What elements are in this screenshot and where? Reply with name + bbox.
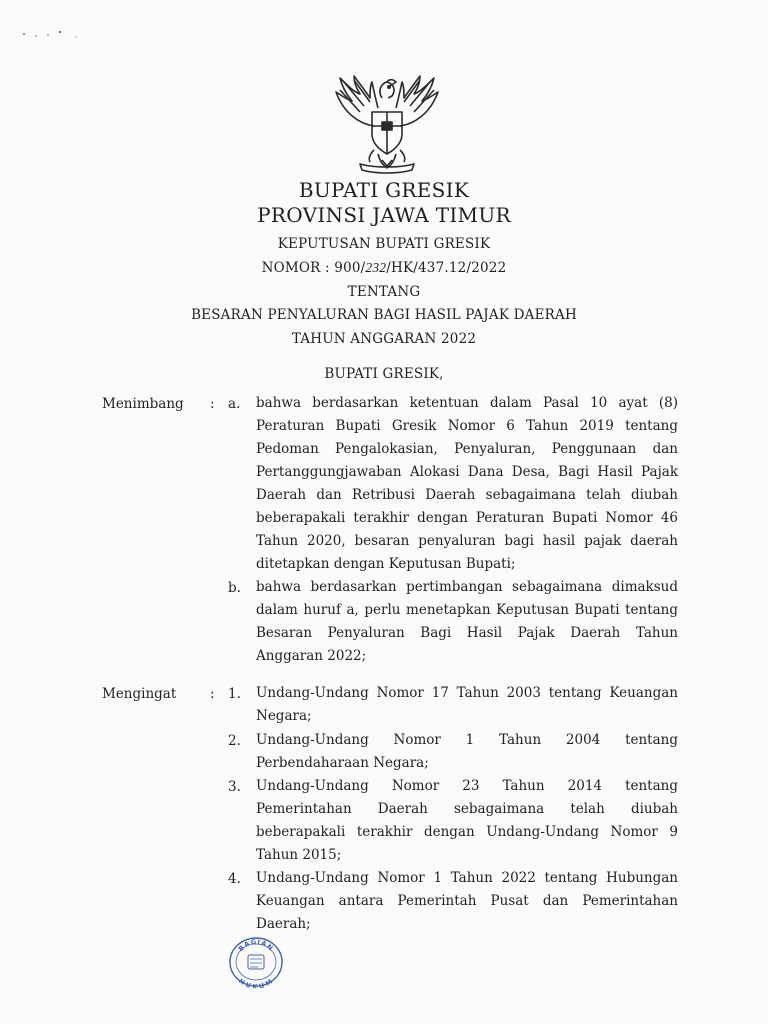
menimbang-item-b-marker: b.: [228, 580, 241, 596]
mengingat-item-3-text: Undang-Undang Nomor 23 Tahun 2014 tentang Pemerintahan Daerah sebagaimana telah diubah beberapakali terakhir dengan Undang-Undang Nomor 9 Tahun 2015;: [256, 778, 678, 863]
decree-number-suffix: /HK/437.12/2022: [386, 260, 507, 276]
mengingat-item-1-marker: 1.: [228, 686, 241, 702]
svg-text:BAGIAN: [237, 938, 275, 953]
menimbang-colon: :: [210, 396, 215, 412]
svg-text:HUKUM: [237, 977, 275, 988]
decree-number: [0, 260, 768, 276]
mengingat-item-2-text: Undang-Undang Nomor 1 Tahun 2004 tentang Perbendaharaan Negara;: [256, 732, 678, 771]
mengingat-item-2-marker: 2.: [228, 733, 241, 749]
legal-department-stamp-icon: [228, 936, 284, 988]
decree-number-handwritten: 232: [365, 260, 387, 275]
stamp-text-top: BAGIAN: [236, 937, 276, 953]
menimbang-item-b-text: bahwa berdasarkan pertimbangan sebagaimana dimaksud dalam huruf a, perlu menetapkan Keputusan Bupati tentang Besaran Penyaluran Bagi Hasil Pajak Daerah Tahun Anggaran 2022;: [256, 579, 678, 664]
mengingat-item-4-marker: 4.: [228, 871, 241, 887]
garuda-emblem-icon: [330, 68, 444, 176]
menimbang-label: Menimbang: [102, 396, 184, 412]
menimbang-item-a-marker: a.: [228, 396, 241, 412]
mengingat-colon: :: [210, 686, 215, 702]
subject-line-1: BESARAN PENYALURAN BAGI HASIL PAJAK DAERAH: [191, 307, 577, 323]
subject-line-2: TAHUN ANGGARAN 2022: [291, 331, 477, 347]
mengingat-item-4-text: Undang-Undang Nomor 1 Tahun 2022 tentang Hubungan Keuangan antara Pemerintah Pusat dan Pemerintahan Daerah;: [256, 870, 678, 932]
issuer-heading: BUPATI GRESIK,: [324, 366, 444, 382]
mengingat-item-3-marker: 3.: [228, 779, 241, 795]
decree-number-prefix: NOMOR : 900/: [261, 260, 366, 276]
decree-type: KEPUTUSAN BUPATI GRESIK: [277, 236, 491, 252]
scan-marks: [18, 24, 88, 40]
mengingat-label: Mengingat: [102, 686, 177, 702]
mengingat-item-1-text: Undang-Undang Nomor 17 Tahun 2003 tentang Keuangan Negara;: [256, 685, 678, 724]
stamp-text-bottom: HUKUM: [237, 976, 275, 988]
issuer-title: BUPATI GRESIK: [298, 178, 470, 202]
province-title: PROVINSI JAWA TIMUR: [257, 203, 511, 227]
tentang-label: TENTANG: [347, 284, 421, 300]
menimbang-item-a-text: bahwa berdasarkan ketentuan dalam Pasal 10 ayat (8) Peraturan Bupati Gresik Nomor 6 Tahun 2019 tentang Pedoman Pengalokasian, Penyaluran, Penggunaan dan Pertanggungjawaban Alokasi Dana Desa, Bagi Hasil Pajak Daerah dan Retribusi Daerah sebagaimana telah diubah beberapakali terakhir dengan Peraturan Bupati Nomor 46 Tahun 2020, besaran penyaluran bagi hasil pajak daerah ditetapkan dengan Keputusan Bupati;: [256, 395, 678, 572]
